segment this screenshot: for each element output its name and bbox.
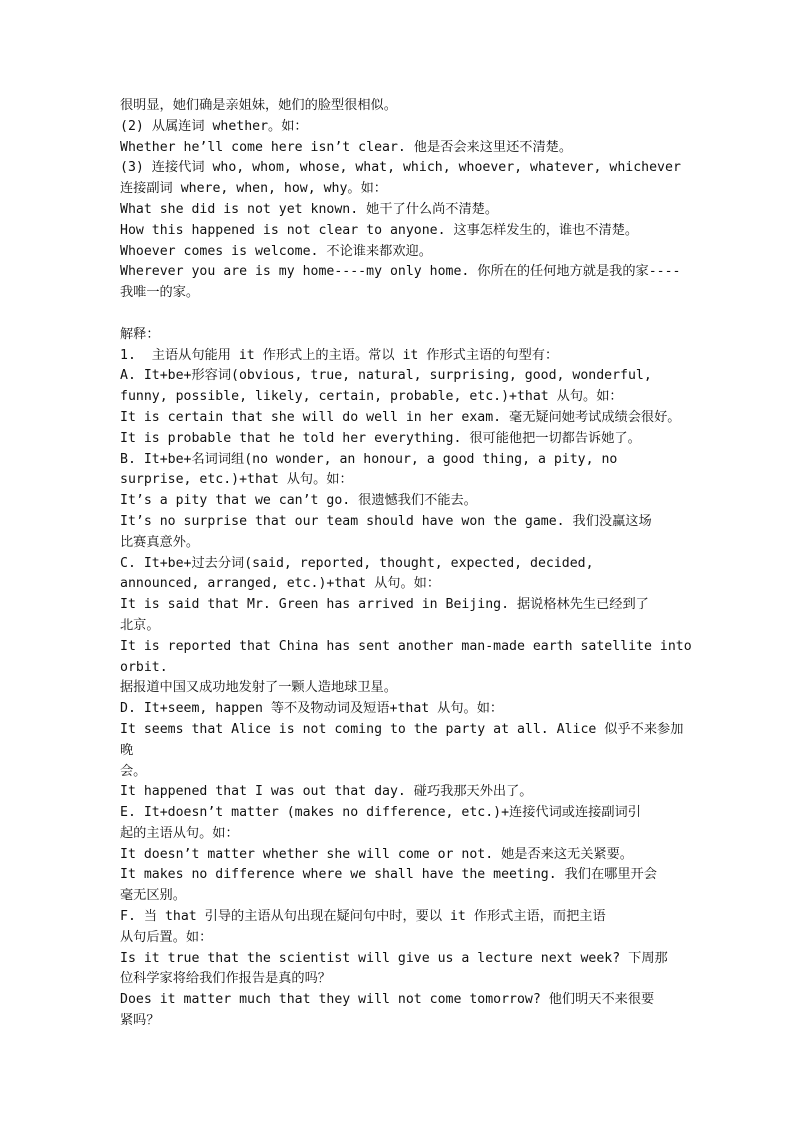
text-line: It is said that Mr. Green has arrived in Beijing. 据说格林先生已经到了: [120, 597, 649, 613]
text-line: (3) 连接代词 who, whom, whose, what, which, whoever, whatever, whichever: [120, 160, 681, 176]
text-line: Is it true that the scientist will give us a lecture next week? 下周那: [120, 950, 668, 966]
text-line: Wherever you are is my home----my only home. 你所在的任何地方就是我的家----: [120, 264, 681, 280]
text-line: How this happened is not clear to anyone. 这事怎样发生的，谁也不清楚。: [120, 222, 639, 238]
text-line: 毫无区别。: [120, 888, 186, 904]
text-line: 紧吗？: [120, 1013, 160, 1029]
text-line: 比赛真意外。: [120, 534, 200, 550]
text-line: It is certain that she will do well in her exam. 毫无疑问她考试成绩会很好。: [120, 409, 681, 425]
text-line: funny, possible, likely, certain, probable, etc.)+that 从句。如：: [120, 389, 623, 405]
text-line: 解释：: [120, 326, 160, 342]
text-line: 1. 主语从句能用 it 作形式上的主语。常以 it 作形式主语的句型有：: [120, 347, 559, 363]
text-line: Whether he’ll come here isn’t clear. 他是否会来这里还不清楚。: [120, 139, 573, 155]
document-body: [120, 96, 694, 1032]
text-line: 会。: [120, 763, 147, 779]
text-line: It is reported that China has sent another man-made earth satellite into: [120, 638, 692, 654]
text-line: It is probable that he told her everything. 很可能他把一切都告诉她了。: [120, 430, 641, 446]
text-line: C. It+be+过去分词(said, reported, thought, expected, decided,: [120, 555, 594, 571]
text-line: (2) 从属连词 whether。如：: [120, 118, 308, 134]
text-line: 位科学家将给我们作报告是真的吗？: [120, 971, 331, 987]
text-line: D. It+seem, happen 等不及物动词及短语+that 从句。如：: [120, 701, 504, 717]
blank-line: [120, 304, 694, 325]
text-line: It makes no difference where we shall have the meeting. 我们在哪里开会: [120, 867, 657, 883]
text-line: It seems that Alice is not coming to the party at all. Alice 似乎不来参加晚: [120, 721, 684, 758]
text-line: It’s no surprise that our team should have won the game. 我们没赢这场: [120, 513, 652, 529]
text-line: 据报道中国又成功地发射了一颗人造地球卫星。: [120, 680, 397, 696]
text-line: surprise, etc.)+that 从句。如：: [120, 472, 353, 488]
text-line: 北京。: [120, 617, 160, 633]
text-line: orbit.: [120, 659, 168, 675]
text-line: It’s a pity that we can’t go. 很遗憾我们不能去。: [120, 493, 477, 509]
text-line: B. It+be+名词词组(no wonder, an honour, a good thing, a pity, no: [120, 451, 618, 467]
text-line: It doesn’t matter whether she will come or not. 她是否来这无关紧要。: [120, 846, 633, 862]
text-line: 很明显，她们确是亲姐妹，她们的脸型很相似。: [120, 98, 397, 113]
text-line: 起的主语从句。如：: [120, 825, 239, 841]
text-line: 连接副词 where, when, how, why。如：: [120, 181, 387, 197]
text-line: Whoever comes is welcome. 不论谁来都欢迎。: [120, 243, 432, 259]
text-line: F. 当 that 引导的主语从句出现在疑问句中时，要以 it 作形式主语，而把主语: [120, 909, 606, 925]
text-line: 从句后置。如：: [120, 929, 213, 945]
text-line: 我唯一的家。: [120, 285, 200, 301]
text-line: Does it matter much that they will not come tomorrow? 他们明天不来很要: [120, 992, 655, 1008]
text-line: It happened that I was out that day. 碰巧我那天外出了。: [120, 784, 533, 800]
text-line: announced, arranged, etc.)+that 从句。如：: [120, 576, 441, 592]
text-line: What she did is not yet known. 她干了什么尚不清楚。: [120, 201, 498, 217]
text-line: E. It+doesn’t matter (makes no difference, etc.)+连接代词或连接副词引: [120, 805, 641, 821]
text-line: A. It+be+形容词(obvious, true, natural, surprising, good, wonderful,: [120, 368, 652, 384]
